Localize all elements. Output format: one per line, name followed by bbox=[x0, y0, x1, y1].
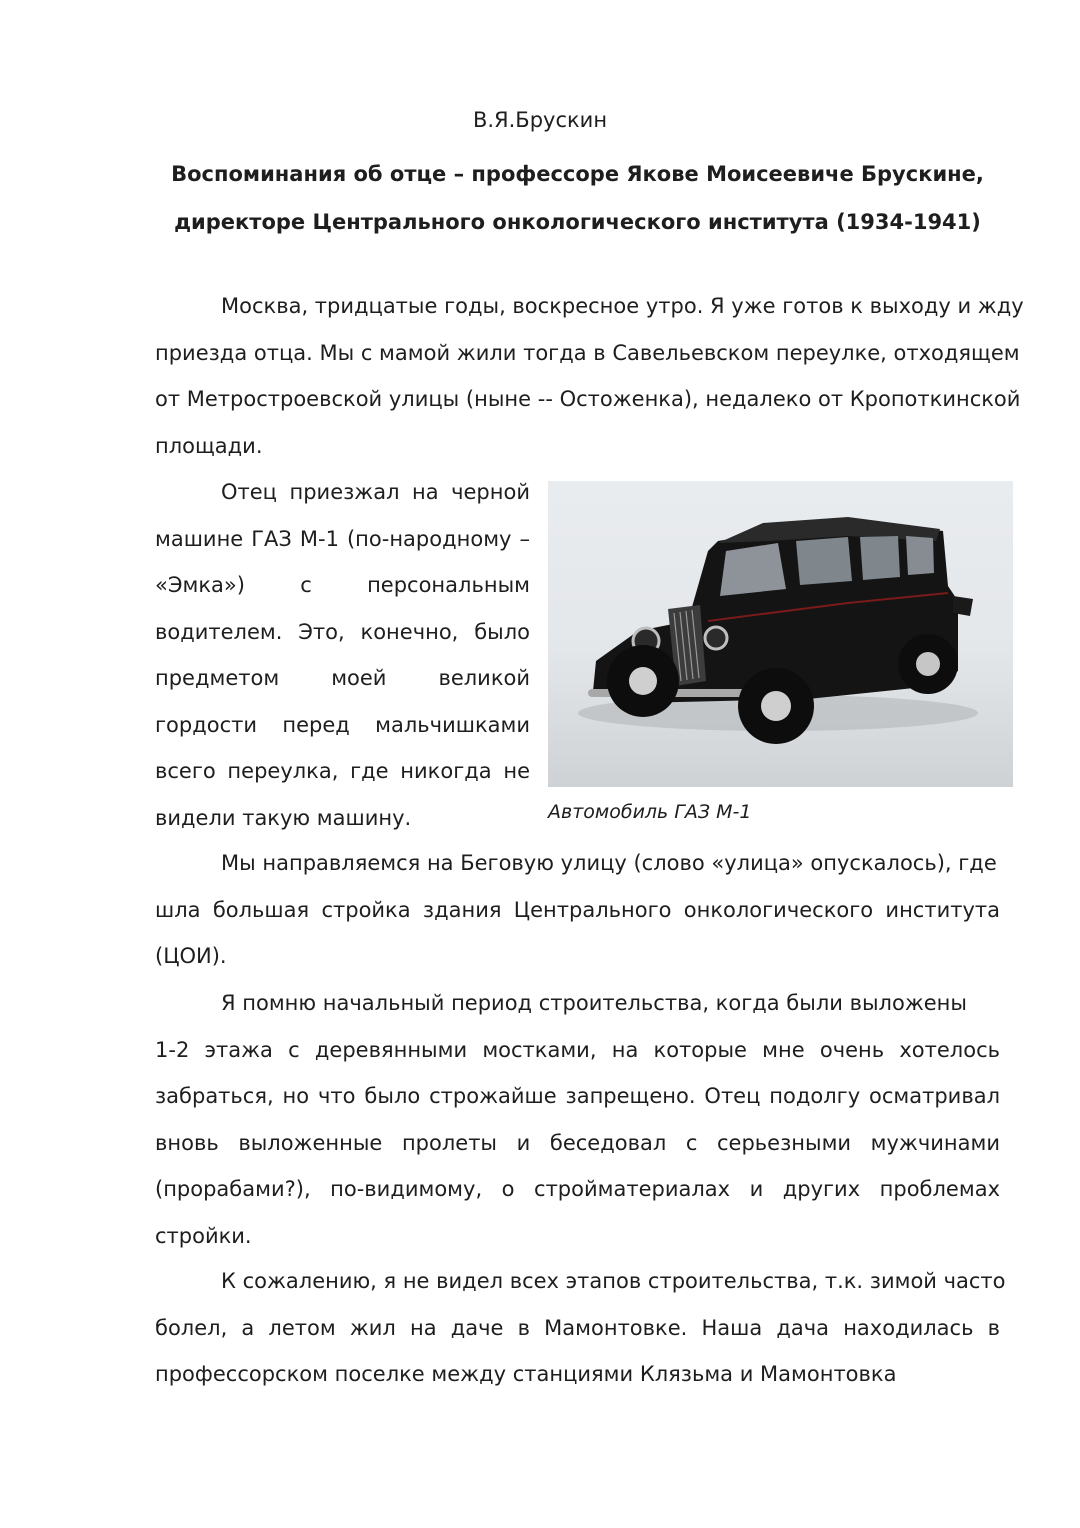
text-line: гордости перед мальчишками bbox=[155, 712, 530, 737]
text-line: площади. bbox=[155, 433, 263, 458]
text-line: болел, а летом жил на даче в Мамонтовке. Наша дача находилась в bbox=[155, 1315, 1000, 1340]
text-line: забраться, но что было строжайше запрещено. Отец подолгу осматривал bbox=[155, 1084, 1000, 1108]
car-illustration bbox=[548, 481, 1013, 787]
text-line: 1-2 этажа с деревянными мостками, на которые мне очень хотелось bbox=[155, 1037, 1000, 1062]
author-name: В.Я.Брускин bbox=[472, 108, 608, 132]
text-line: Отец приезжал на черной bbox=[221, 480, 530, 504]
paragraph-1 bbox=[155, 283, 1024, 469]
text-line: Я помню начальный период строительства, когда были выложены bbox=[221, 991, 967, 1015]
text-line: приезда отца. Мы с мамой жили тогда в Савельевском переулке, отходящем bbox=[155, 340, 1020, 365]
text-line: профессорском поселке между станциями Клязьма и Мамонтовка bbox=[155, 1362, 897, 1386]
paragraph-5 bbox=[155, 1258, 1006, 1398]
text-line: Мы направляемся на Беговую улицу (слово «улица» опускалось), где bbox=[221, 851, 997, 875]
text-line: всего переулка, где никогда не bbox=[155, 759, 530, 783]
title-line-2: директоре Центрального онкологического института (1934-1941) bbox=[174, 210, 981, 234]
text-line: К сожалению, я не видел всех этапов строительства, т.к. зимой часто bbox=[221, 1269, 1006, 1293]
text-line: шла большая стройка здания Центрального онкологического института bbox=[155, 897, 1000, 922]
text-line: Москва, тридцатые годы, воскресное утро. Я уже готов к выходу и жду bbox=[221, 294, 1024, 318]
text-line: (прорабами?), по-видимому, о стройматериалах и других проблемах bbox=[155, 1177, 1000, 1201]
car-photo bbox=[548, 481, 1013, 787]
text-line: водителем. Это, конечно, было bbox=[155, 619, 530, 644]
paragraph-3 bbox=[155, 840, 1000, 980]
text-line: стройки. bbox=[155, 1223, 252, 1248]
text-line: вновь выложенные пролеты и беседовал с серьезными мужчинами bbox=[155, 1130, 1000, 1155]
paragraph-4 bbox=[155, 980, 1000, 1259]
text-line: от Метростроевской улицы (ныне -- Остоженка), недалеко от Кропоткинской bbox=[155, 387, 1021, 411]
figure-caption: Автомобиль ГАЗ М-1 bbox=[548, 801, 752, 823]
text-line: «Эмка») с персональным bbox=[155, 573, 530, 597]
text-line: машине ГАЗ М-1 (по-народному – bbox=[155, 526, 530, 551]
text-line: предметом моей великой bbox=[155, 666, 530, 690]
text-line: (ЦОИ). bbox=[155, 944, 227, 968]
title-line-1: Воспоминания об отце – профессоре Якове Моисеевиче Брускине, bbox=[171, 162, 984, 186]
text-line: видели такую машину. bbox=[155, 805, 412, 830]
paragraph-2 bbox=[155, 469, 530, 841]
document-title bbox=[130, 150, 1025, 246]
